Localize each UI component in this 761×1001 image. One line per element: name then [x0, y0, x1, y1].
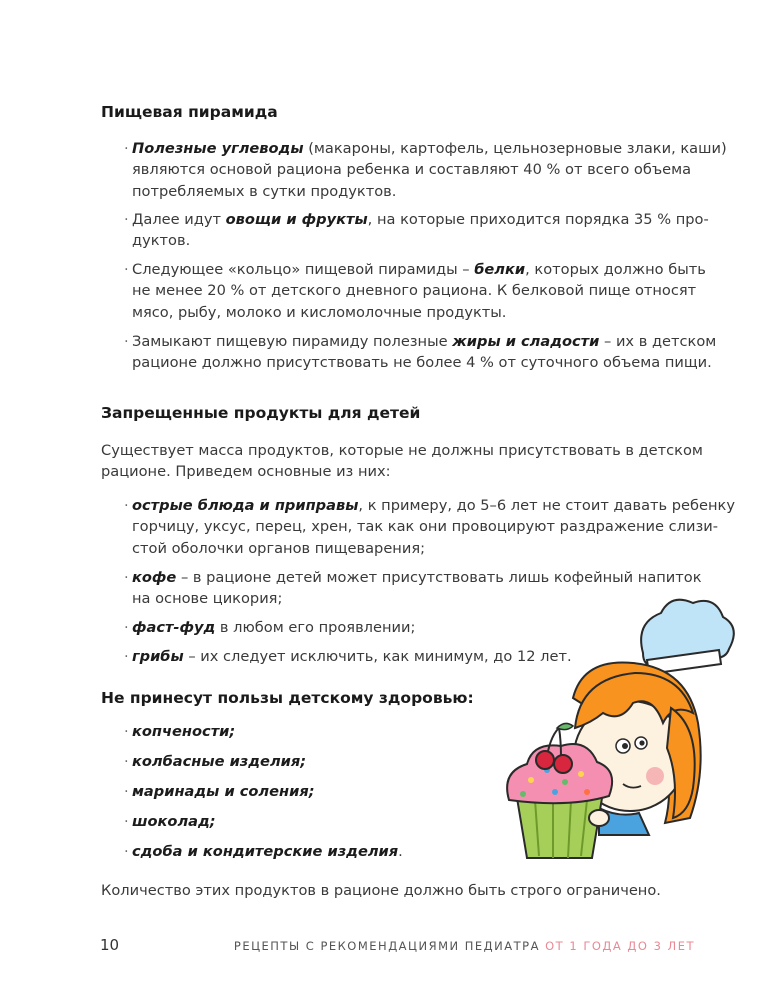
- term-proteins: белки: [474, 261, 526, 278]
- bullet-dot: ·: [124, 723, 129, 740]
- term-coffee: кофе: [132, 569, 177, 586]
- bullet-dot: ·: [124, 211, 129, 228]
- section-heading-forbidden: Запрещенные продукты для детей: [101, 404, 421, 422]
- section-heading-not-useful: Не принесут пользы детскому здоровью:: [101, 689, 474, 707]
- running-footer: [234, 939, 695, 953]
- bullet-coffee: · кофе – в рационе детей может присутствовать лишь кофейный напиток на основе цикория;: [124, 569, 702, 608]
- bullet-fats: · Замыкают пищевую пирамиду полезные жиры и сладости – их в детском рационе должно присутствовать не более 4 % от суточного объема пищи.: [124, 333, 717, 372]
- chef-girl-cupcake-illustration: [495, 598, 735, 866]
- bullet-dot: ·: [124, 783, 129, 800]
- footer-book-title: РЕЦЕПТЫ С РЕКОМЕНДАЦИЯМИ ПЕДИАТРА: [233, 939, 540, 953]
- bullet-proteins: · Следующее «кольцо» пищевой пирамиды – белки, которых должно быть не менее 20 % от детского дневного рациона. К белковой пище относят мясо, рыбу, молоко и кисломолочные продукты.: [124, 261, 706, 321]
- list-item: · сдоба и кондитерские изделия.: [132, 841, 403, 862]
- closing-note: Количество этих продуктов в рационе должно быть строго ограничено.: [101, 882, 661, 899]
- bullet-dot: ·: [124, 497, 129, 514]
- bullet-mushrooms: · грибы – их следует исключить, как минимум, до 12 лет.: [132, 646, 572, 667]
- term-fats: жиры и сладости: [452, 333, 600, 350]
- term-fastfood: фаст-фуд: [132, 619, 216, 636]
- bullet-vegetables: · Далее идут овощи и фрукты, на которые приходится порядка 35 % про- дуктов.: [124, 211, 709, 250]
- bullet-dot: ·: [124, 648, 129, 665]
- bullet-dot: ·: [124, 569, 129, 586]
- bullet-dot: ·: [124, 261, 129, 278]
- term-mushrooms: грибы: [132, 648, 184, 665]
- list-item: · маринады и соления;: [132, 781, 315, 802]
- term-spicy: острые блюда и приправы: [132, 497, 359, 514]
- list-item: · шоколад;: [132, 811, 216, 832]
- term-vegetables: овощи и фрукты: [225, 211, 368, 228]
- page-number: 10: [100, 936, 120, 954]
- chef-hat-icon: [641, 600, 734, 674]
- footer-age-range: ОТ 1 ГОДА ДО 3 ЛЕТ: [545, 939, 695, 953]
- bullet-spicy: · острые блюда и приправы, к примеру, до 5–6 лет не стоит давать ребенку горчицу, уксус, перец, хрен, так как они провоцируют раздражение слизи- стой оболочки органов пищеварения;: [124, 497, 735, 557]
- bullet-dot: ·: [124, 140, 129, 157]
- section-heading-food-pyramid: Пищевая пирамида: [101, 103, 278, 121]
- bullet-dot: ·: [124, 813, 129, 830]
- bullet-carbs: · Полезные углеводы (макароны, картофель, цельнозерновые злаки, каши) являются основой рациона ребенка и составляют 40 % от всего объема потребляемых в сутки продуктов.: [124, 140, 727, 200]
- bullet-dot: ·: [124, 753, 129, 770]
- bullet-dot: ·: [124, 619, 129, 636]
- bullet-dot: ·: [124, 333, 129, 350]
- term-carbs: Полезные углеводы: [132, 140, 304, 157]
- forbidden-intro: Существует масса продуктов, которые не должны присутствовать в детском рационе. Приведем основные из них:: [101, 442, 703, 481]
- bullet-dot: ·: [124, 843, 129, 860]
- list-item: · колбасные изделия;: [132, 751, 306, 772]
- list-item: · копчености;: [132, 721, 235, 742]
- bullet-fastfood: · фаст-фуд в любом его проявлении;: [132, 617, 415, 638]
